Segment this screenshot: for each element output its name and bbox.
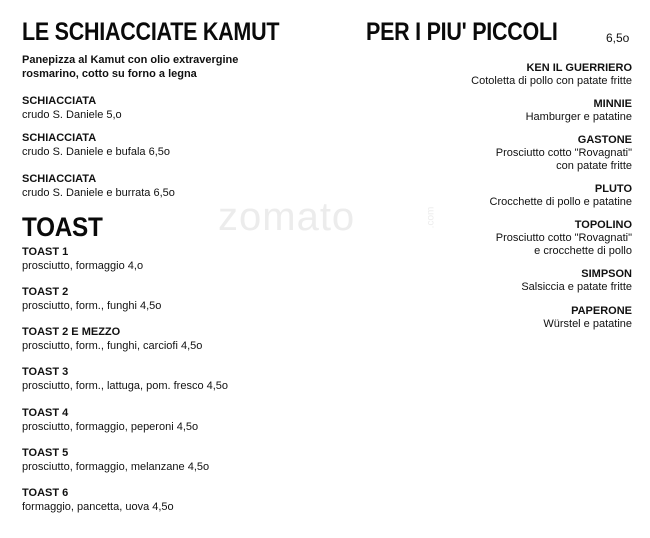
item-desc: Salsiccia e patate fritte: [521, 281, 632, 293]
item-desc: Crocchette di pollo e patatine: [489, 196, 632, 208]
item-name: PAPERONE: [571, 305, 632, 317]
item-name: TOPOLINO: [574, 219, 632, 231]
item-desc: crudo S. Daniele e burrata 6,5o: [22, 187, 175, 199]
item-desc: Prosciutto cotto "Rovagnati": [495, 232, 632, 244]
item-desc: prosciutto, formaggio, peperoni 4,5o: [22, 421, 199, 433]
item-desc-2: e crocchette di pollo: [534, 245, 632, 257]
watermark-suffix: .com: [425, 206, 437, 229]
item-name: SCHIACCIATA: [22, 95, 97, 107]
item-name: TOAST 2: [22, 286, 69, 298]
intro-line-2: rosmarino, cotto su forno a legna: [22, 68, 197, 80]
kids-item-paperone: [372, 305, 632, 331]
item-name: PLUTO: [594, 183, 632, 195]
menu-item-toast-3: [22, 365, 322, 393]
item-desc: formaggio, pancetta, uova 4,5o: [22, 501, 174, 513]
item-name: KEN IL GUERRIERO: [526, 62, 632, 74]
item-desc: Cotoletta di pollo con patate fritte: [471, 75, 632, 87]
item-desc: Würstel e patatine: [543, 318, 632, 330]
kids-item-simpson: [372, 268, 632, 294]
piccoli-price: 6,5o: [606, 31, 630, 45]
item-name: SCHIACCIATA: [22, 132, 97, 144]
item-name: TOAST 6: [22, 487, 69, 499]
menu-item-toast-6: [22, 486, 322, 514]
menu-item-schiacciata-2: [22, 131, 322, 159]
item-desc-2: con patate fritte: [556, 160, 632, 172]
item-name: TOAST 4: [22, 407, 69, 419]
item-desc: Hamburger e patatine: [525, 111, 632, 123]
kids-item-ken-il-guerriero: [372, 62, 632, 88]
toast-title: TOAST: [22, 212, 103, 242]
item-desc: prosciutto, formaggio, melanzane 4,5o: [22, 461, 210, 473]
item-desc: Prosciutto cotto "Rovagnati": [495, 147, 632, 159]
item-name: SCHIACCIATA: [22, 173, 97, 185]
schiacciate-title: LE SCHIACCIATE KAMUT: [22, 18, 280, 46]
schiacciate-intro: [22, 53, 302, 81]
menu-item-toast-2-e-mezzo: [22, 325, 322, 353]
item-desc: crudo S. Daniele e bufala 6,5o: [22, 146, 170, 158]
item-name: TOAST 3: [22, 366, 69, 378]
kids-item-gastone: [372, 134, 632, 173]
intro-line-1: Panepizza al Kamut con olio extravergine: [22, 54, 239, 66]
menu-item-toast-1: [22, 245, 322, 273]
kids-item-topolino: [372, 219, 632, 258]
menu-item-schiacciata-3: [22, 172, 322, 200]
kids-item-pluto: [372, 183, 632, 209]
kids-item-minnie: [372, 98, 632, 124]
item-desc: prosciutto, form., funghi, carciofi 4,5o: [22, 340, 203, 352]
item-name: TOAST 5: [22, 447, 69, 459]
piccoli-title: PER I PIU' PICCOLI: [366, 18, 558, 46]
item-desc: crudo S. Daniele 5,o: [22, 109, 122, 121]
item-name: GASTONE: [577, 134, 632, 146]
item-name: TOAST 1: [22, 246, 69, 258]
item-desc: prosciutto, form., lattuga, pom. fresco 4,5o: [22, 380, 229, 392]
item-desc: prosciutto, form., funghi 4,5o: [22, 300, 162, 312]
item-name: TOAST 2 E MEZZO: [22, 326, 121, 338]
menu-item-toast-2: [22, 285, 322, 313]
menu-item-toast-5: [22, 446, 322, 474]
item-name: SIMPSON: [581, 268, 632, 280]
menu-item-toast-4: [22, 406, 322, 434]
item-name: MINNIE: [593, 98, 632, 110]
item-desc: prosciutto, formaggio 4,o: [22, 260, 144, 272]
watermark: zomato: [218, 195, 356, 239]
menu-item-schiacciata-1: [22, 94, 322, 122]
